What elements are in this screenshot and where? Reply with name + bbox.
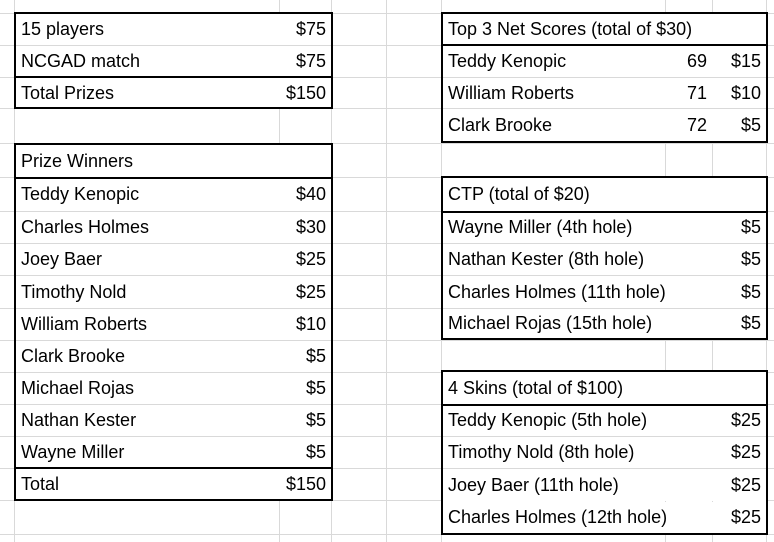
net-score-amount[interactable]: $15 <box>712 46 766 77</box>
net-score-value[interactable]: 71 <box>665 78 712 108</box>
prize-winners-total-divider <box>14 467 333 469</box>
winner-amount[interactable]: $10 <box>279 309 331 340</box>
winner-amount[interactable]: $5 <box>279 373 331 404</box>
ctp-name[interactable]: Charles Holmes (11th hole) <box>443 276 712 308</box>
net-score-name[interactable]: William Roberts <box>443 78 665 108</box>
winner-amount[interactable]: $40 <box>279 178 331 211</box>
winner-amount[interactable]: $5 <box>279 437 331 468</box>
net-score-name[interactable]: Teddy Kenopic <box>443 46 665 77</box>
winner-amount[interactable]: $30 <box>279 212 331 243</box>
ctp-amount[interactable]: $5 <box>712 309 766 338</box>
winner-amount[interactable]: $5 <box>279 341 331 372</box>
skin-name[interactable]: Joey Baer (11th hole) <box>443 469 712 501</box>
ctp-header[interactable]: CTP (total of $20) <box>443 178 766 211</box>
skins-header[interactable]: 4 Skins (total of $100) <box>443 372 766 404</box>
winner-amount[interactable]: $25 <box>279 276 331 308</box>
skin-amount[interactable]: $25 <box>712 502 766 533</box>
net-score-amount[interactable]: $10 <box>712 78 766 108</box>
winner-amount[interactable]: $5 <box>279 405 331 436</box>
net-score-value[interactable]: 72 <box>665 109 712 141</box>
ctp-amount[interactable]: $5 <box>712 212 766 243</box>
skin-amount[interactable]: $25 <box>712 405 766 436</box>
winner-name[interactable]: Charles Holmes <box>16 212 279 243</box>
winner-name[interactable]: Nathan Kester <box>16 405 279 436</box>
skin-amount[interactable]: $25 <box>712 437 766 468</box>
ctp-name[interactable]: Nathan Kester (8th hole) <box>443 244 712 275</box>
summary-amount-total[interactable]: $150 <box>279 78 331 108</box>
summary-label-players[interactable]: 15 players <box>16 14 279 45</box>
winner-name[interactable]: Teddy Kenopic <box>16 178 279 211</box>
winner-name[interactable]: Wayne Miller <box>16 437 279 468</box>
summary-total-divider <box>14 76 333 78</box>
winner-name[interactable]: Clark Brooke <box>16 341 279 372</box>
skin-name[interactable]: Charles Holmes (12th hole) <box>443 502 712 533</box>
winners-total-amount[interactable]: $150 <box>279 469 331 499</box>
summary-label-match[interactable]: NCGAD match <box>16 46 279 77</box>
ctp-amount[interactable]: $5 <box>712 276 766 308</box>
winner-amount[interactable]: $25 <box>279 244 331 275</box>
winner-name[interactable]: Timothy Nold <box>16 276 279 308</box>
prize-winners-header[interactable]: Prize Winners <box>16 145 279 177</box>
summary-label-total[interactable]: Total Prizes <box>16 78 279 108</box>
summary-amount-players[interactable]: $75 <box>279 14 331 45</box>
net-score-amount[interactable]: $5 <box>712 109 766 141</box>
net-score-value[interactable]: 69 <box>665 46 712 77</box>
prize-winners-header-blank[interactable] <box>279 145 331 177</box>
winner-name[interactable]: Michael Rojas <box>16 373 279 404</box>
ctp-name[interactable]: Wayne Miller (4th hole) <box>443 212 712 243</box>
winner-name[interactable]: Joey Baer <box>16 244 279 275</box>
net-score-name[interactable]: Clark Brooke <box>443 109 665 141</box>
ctp-amount[interactable]: $5 <box>712 244 766 275</box>
ctp-name[interactable]: Michael Rojas (15th hole) <box>443 309 712 338</box>
summary-amount-match[interactable]: $75 <box>279 46 331 77</box>
skin-name[interactable]: Teddy Kenopic (5th hole) <box>443 405 712 436</box>
winner-name[interactable]: William Roberts <box>16 309 279 340</box>
skin-name[interactable]: Timothy Nold (8th hole) <box>443 437 712 468</box>
net-scores-header[interactable]: Top 3 Net Scores (total of $30) <box>443 14 766 45</box>
skin-amount[interactable]: $25 <box>712 469 766 501</box>
winners-total-label[interactable]: Total <box>16 469 279 499</box>
